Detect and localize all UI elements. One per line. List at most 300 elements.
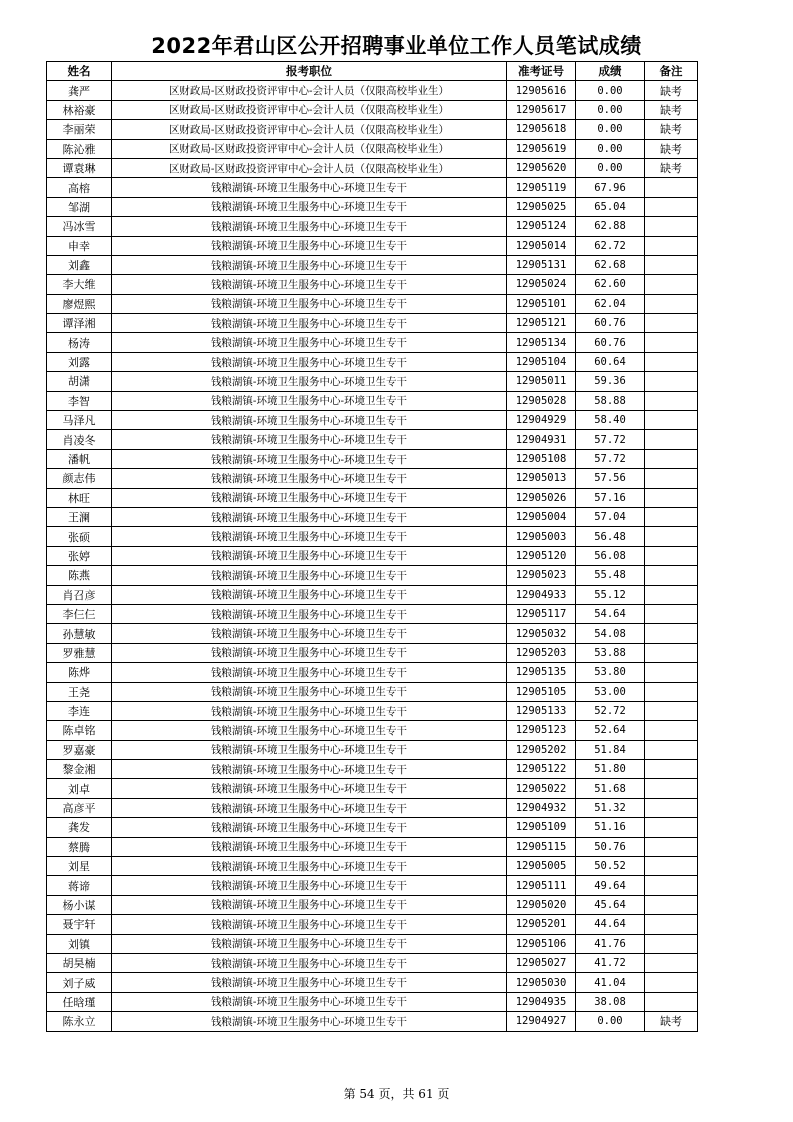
cell-score: 65.04	[576, 197, 645, 216]
table-row	[47, 178, 698, 197]
cell-position: 钱粮湖镇-环境卫生服务中心-环境卫生专干	[112, 721, 507, 740]
cell-remark	[645, 372, 698, 391]
cell-position: 钱粮湖镇-环境卫生服务中心-环境卫生专干	[112, 953, 507, 972]
cell-position: 区财政局-区财政投资评审中心-会计人员（仅限高校毕业生）	[112, 158, 507, 177]
cell-exam-id: 12905011	[507, 372, 576, 391]
cell-exam-id: 12905616	[507, 81, 576, 100]
header-exam-id: 准考证号	[507, 62, 576, 81]
cell-score: 57.16	[576, 488, 645, 507]
cell-name: 刘鑫	[47, 255, 112, 274]
cell-remark: 缺考	[645, 158, 698, 177]
cell-exam-id: 12905022	[507, 779, 576, 798]
table-row	[47, 411, 698, 430]
cell-name: 陈卓铭	[47, 721, 112, 740]
cell-name: 潘帆	[47, 449, 112, 468]
cell-remark	[645, 604, 698, 623]
cell-name: 李智	[47, 391, 112, 410]
cell-position: 钱粮湖镇-环境卫生服务中心-环境卫生专干	[112, 449, 507, 468]
cell-exam-id: 12904927	[507, 1012, 576, 1031]
cell-score: 56.08	[576, 546, 645, 565]
cell-score: 58.40	[576, 411, 645, 430]
cell-exam-id: 12905135	[507, 663, 576, 682]
cell-score: 0.00	[576, 81, 645, 100]
cell-exam-id: 12905023	[507, 566, 576, 585]
table-row	[47, 585, 698, 604]
cell-score: 41.04	[576, 973, 645, 992]
cell-name: 李连	[47, 701, 112, 720]
cell-exam-id: 12905030	[507, 973, 576, 992]
cell-position: 钱粮湖镇-环境卫生服务中心-环境卫生专干	[112, 197, 507, 216]
table-row	[47, 760, 698, 779]
cell-remark	[645, 430, 698, 449]
cell-name: 罗雅慧	[47, 643, 112, 662]
table-row	[47, 197, 698, 216]
table-row	[47, 895, 698, 914]
cell-remark	[645, 934, 698, 953]
cell-score: 57.04	[576, 507, 645, 526]
table-row	[47, 915, 698, 934]
cell-position: 钱粮湖镇-环境卫生服务中心-环境卫生专干	[112, 818, 507, 837]
cell-name: 申幸	[47, 236, 112, 255]
cell-exam-id: 12905203	[507, 643, 576, 662]
cell-name: 刘镇	[47, 934, 112, 953]
cell-remark	[645, 333, 698, 352]
cell-score: 62.68	[576, 255, 645, 274]
cell-exam-id: 12905124	[507, 217, 576, 236]
cell-position: 钱粮湖镇-环境卫生服务中心-环境卫生专干	[112, 352, 507, 371]
table-row	[47, 372, 698, 391]
cell-exam-id: 12905202	[507, 740, 576, 759]
cell-position: 钱粮湖镇-环境卫生服务中心-环境卫生专干	[112, 876, 507, 895]
cell-position: 钱粮湖镇-环境卫生服务中心-环境卫生专干	[112, 915, 507, 934]
cell-position: 钱粮湖镇-环境卫生服务中心-环境卫生专干	[112, 372, 507, 391]
cell-remark	[645, 721, 698, 740]
cell-name: 聂宇轩	[47, 915, 112, 934]
cell-name: 陈沁雅	[47, 139, 112, 158]
table-row	[47, 527, 698, 546]
cell-position: 钱粮湖镇-环境卫生服务中心-环境卫生专干	[112, 488, 507, 507]
cell-position: 钱粮湖镇-环境卫生服务中心-环境卫生专干	[112, 217, 507, 236]
cell-name: 颜志伟	[47, 469, 112, 488]
cell-score: 67.96	[576, 178, 645, 197]
table-row	[47, 294, 698, 313]
cell-name: 李仨仨	[47, 604, 112, 623]
table-row	[47, 391, 698, 410]
cell-score: 50.52	[576, 857, 645, 876]
cell-position: 钱粮湖镇-环境卫生服务中心-环境卫生专干	[112, 411, 507, 430]
cell-exam-id: 12905013	[507, 469, 576, 488]
cell-exam-id: 12904929	[507, 411, 576, 430]
cell-score: 54.08	[576, 624, 645, 643]
table-row	[47, 488, 698, 507]
cell-exam-id: 12905134	[507, 333, 576, 352]
cell-remark	[645, 779, 698, 798]
cell-position: 钱粮湖镇-环境卫生服务中心-环境卫生专干	[112, 701, 507, 720]
table-row	[47, 275, 698, 294]
cell-remark	[645, 663, 698, 682]
cell-exam-id: 12905101	[507, 294, 576, 313]
table-body	[47, 81, 698, 1031]
cell-remark	[645, 546, 698, 565]
cell-score: 51.16	[576, 818, 645, 837]
cell-exam-id: 12905028	[507, 391, 576, 410]
table-row	[47, 449, 698, 468]
cell-remark: 缺考	[645, 1012, 698, 1031]
table-row	[47, 721, 698, 740]
cell-remark: 缺考	[645, 120, 698, 139]
cell-position: 钱粮湖镇-环境卫生服务中心-环境卫生专干	[112, 469, 507, 488]
table-row	[47, 139, 698, 158]
cell-remark	[645, 837, 698, 856]
table-row	[47, 857, 698, 876]
cell-name: 刘子威	[47, 973, 112, 992]
cell-position: 钱粮湖镇-环境卫生服务中心-环境卫生专干	[112, 779, 507, 798]
cell-name: 刘星	[47, 857, 112, 876]
cell-exam-id: 12905123	[507, 721, 576, 740]
cell-remark	[645, 624, 698, 643]
table-row	[47, 217, 698, 236]
cell-position: 钱粮湖镇-环境卫生服务中心-环境卫生专干	[112, 837, 507, 856]
cell-remark: 缺考	[645, 139, 698, 158]
table-row	[47, 333, 698, 352]
cell-score: 0.00	[576, 1012, 645, 1031]
cell-remark	[645, 527, 698, 546]
cell-name: 陈烨	[47, 663, 112, 682]
table-row	[47, 973, 698, 992]
cell-name: 罗嘉豪	[47, 740, 112, 759]
table-row	[47, 507, 698, 526]
cell-exam-id: 12905620	[507, 158, 576, 177]
cell-name: 王尧	[47, 682, 112, 701]
cell-position: 钱粮湖镇-环境卫生服务中心-环境卫生专干	[112, 857, 507, 876]
cell-score: 0.00	[576, 158, 645, 177]
header-remark: 备注	[645, 62, 698, 81]
cell-exam-id: 12905020	[507, 895, 576, 914]
cell-exam-id: 12905120	[507, 546, 576, 565]
cell-remark	[645, 352, 698, 371]
cell-remark	[645, 314, 698, 333]
cell-position: 区财政局-区财政投资评审中心-会计人员（仅限高校毕业生）	[112, 100, 507, 119]
cell-exam-id: 12905014	[507, 236, 576, 255]
cell-exam-id: 12905618	[507, 120, 576, 139]
cell-name: 邹湖	[47, 197, 112, 216]
cell-position: 钱粮湖镇-环境卫生服务中心-环境卫生专干	[112, 624, 507, 643]
cell-position: 钱粮湖镇-环境卫生服务中心-环境卫生专干	[112, 895, 507, 914]
cell-position: 钱粮湖镇-环境卫生服务中心-环境卫生专干	[112, 585, 507, 604]
cell-score: 53.88	[576, 643, 645, 662]
cell-score: 53.80	[576, 663, 645, 682]
cell-remark	[645, 507, 698, 526]
cell-position: 钱粮湖镇-环境卫生服务中心-环境卫生专干	[112, 682, 507, 701]
table-row	[47, 682, 698, 701]
cell-remark	[645, 992, 698, 1011]
cell-exam-id: 12905106	[507, 934, 576, 953]
cell-exam-id: 12905111	[507, 876, 576, 895]
table-row	[47, 604, 698, 623]
cell-remark: 缺考	[645, 100, 698, 119]
cell-remark	[645, 682, 698, 701]
cell-score: 62.88	[576, 217, 645, 236]
table-row	[47, 818, 698, 837]
cell-score: 51.84	[576, 740, 645, 759]
cell-name: 龚发	[47, 818, 112, 837]
cell-remark	[645, 255, 698, 274]
score-table	[46, 61, 698, 1032]
cell-remark	[645, 643, 698, 662]
cell-position: 区财政局-区财政投资评审中心-会计人员（仅限高校毕业生）	[112, 139, 507, 158]
cell-exam-id: 12905117	[507, 604, 576, 623]
table-row	[47, 1012, 698, 1031]
cell-remark	[645, 585, 698, 604]
cell-score: 56.48	[576, 527, 645, 546]
cell-name: 冯冰雪	[47, 217, 112, 236]
cell-name: 高榕	[47, 178, 112, 197]
table-header-row	[47, 62, 698, 81]
cell-name: 廖煜熙	[47, 294, 112, 313]
cell-position: 区财政局-区财政投资评审中心-会计人员（仅限高校毕业生）	[112, 81, 507, 100]
cell-remark	[645, 973, 698, 992]
cell-score: 51.80	[576, 760, 645, 779]
table-row	[47, 837, 698, 856]
cell-score: 41.76	[576, 934, 645, 953]
cell-exam-id: 12905003	[507, 527, 576, 546]
cell-position: 钱粮湖镇-环境卫生服务中心-环境卫生专干	[112, 236, 507, 255]
table-row	[47, 120, 698, 139]
cell-score: 0.00	[576, 100, 645, 119]
cell-exam-id: 12904933	[507, 585, 576, 604]
cell-remark	[645, 895, 698, 914]
cell-exam-id: 12905201	[507, 915, 576, 934]
cell-position: 钱粮湖镇-环境卫生服务中心-环境卫生专干	[112, 740, 507, 759]
cell-remark: 缺考	[645, 81, 698, 100]
cell-name: 刘露	[47, 352, 112, 371]
cell-position: 钱粮湖镇-环境卫生服务中心-环境卫生专干	[112, 566, 507, 585]
table-row	[47, 81, 698, 100]
cell-position: 钱粮湖镇-环境卫生服务中心-环境卫生专干	[112, 294, 507, 313]
cell-name: 李大维	[47, 275, 112, 294]
cell-name: 杨小谋	[47, 895, 112, 914]
cell-score: 50.76	[576, 837, 645, 856]
cell-name: 张婷	[47, 546, 112, 565]
cell-name: 林裕豪	[47, 100, 112, 119]
cell-name: 高彦平	[47, 798, 112, 817]
cell-position: 钱粮湖镇-环境卫生服务中心-环境卫生专干	[112, 178, 507, 197]
cell-exam-id: 12905131	[507, 255, 576, 274]
cell-score: 45.64	[576, 895, 645, 914]
table-row	[47, 236, 698, 255]
table-row	[47, 430, 698, 449]
cell-score: 44.64	[576, 915, 645, 934]
cell-score: 38.08	[576, 992, 645, 1011]
cell-name: 马泽凡	[47, 411, 112, 430]
cell-remark	[645, 701, 698, 720]
cell-name: 胡潇	[47, 372, 112, 391]
cell-exam-id: 12905108	[507, 449, 576, 468]
header-score: 成绩	[576, 62, 645, 81]
cell-remark	[645, 953, 698, 972]
cell-position: 钱粮湖镇-环境卫生服务中心-环境卫生专干	[112, 430, 507, 449]
cell-exam-id: 12905005	[507, 857, 576, 876]
table-row	[47, 352, 698, 371]
cell-remark	[645, 294, 698, 313]
cell-score: 55.12	[576, 585, 645, 604]
table-row	[47, 740, 698, 759]
cell-name: 黎金湘	[47, 760, 112, 779]
cell-score: 0.00	[576, 120, 645, 139]
cell-score: 57.56	[576, 469, 645, 488]
cell-remark	[645, 469, 698, 488]
cell-remark	[645, 236, 698, 255]
cell-name: 林旺	[47, 488, 112, 507]
cell-exam-id: 12905104	[507, 352, 576, 371]
cell-position: 钱粮湖镇-环境卫生服务中心-环境卫生专干	[112, 973, 507, 992]
cell-position: 钱粮湖镇-环境卫生服务中心-环境卫生专干	[112, 760, 507, 779]
cell-remark	[645, 915, 698, 934]
table-row	[47, 566, 698, 585]
cell-score: 52.64	[576, 721, 645, 740]
table-row	[47, 798, 698, 817]
table-row	[47, 624, 698, 643]
cell-position: 钱粮湖镇-环境卫生服务中心-环境卫生专干	[112, 391, 507, 410]
cell-position: 钱粮湖镇-环境卫生服务中心-环境卫生专干	[112, 546, 507, 565]
table-row	[47, 255, 698, 274]
table-row	[47, 158, 698, 177]
cell-name: 刘卓	[47, 779, 112, 798]
page-footer: 第 54 页，共 61 页	[343, 1087, 450, 1101]
cell-name: 任晗瑾	[47, 992, 112, 1011]
cell-score: 60.76	[576, 314, 645, 333]
table-row	[47, 779, 698, 798]
cell-position: 钱粮湖镇-环境卫生服务中心-环境卫生专干	[112, 604, 507, 623]
cell-remark	[645, 488, 698, 507]
cell-score: 58.88	[576, 391, 645, 410]
header-position: 报考职位	[112, 62, 507, 81]
cell-position: 钱粮湖镇-环境卫生服务中心-环境卫生专干	[112, 507, 507, 526]
cell-exam-id: 12905617	[507, 100, 576, 119]
cell-score: 60.76	[576, 333, 645, 352]
cell-score: 52.72	[576, 701, 645, 720]
cell-exam-id: 12905024	[507, 275, 576, 294]
table-row	[47, 953, 698, 972]
cell-position: 钱粮湖镇-环境卫生服务中心-环境卫生专干	[112, 798, 507, 817]
table-row	[47, 934, 698, 953]
cell-exam-id: 12905122	[507, 760, 576, 779]
cell-score: 62.72	[576, 236, 645, 255]
cell-remark	[645, 178, 698, 197]
page-title: 2022年君山区公开招聘事业单位工作人员笔试成绩	[151, 34, 642, 58]
cell-name: 蔡腾	[47, 837, 112, 856]
cell-position: 区财政局-区财政投资评审中心-会计人员（仅限高校毕业生）	[112, 120, 507, 139]
cell-name: 肖召彦	[47, 585, 112, 604]
cell-score: 53.00	[576, 682, 645, 701]
cell-name: 胡昊楠	[47, 953, 112, 972]
cell-score: 59.36	[576, 372, 645, 391]
cell-exam-id: 12905133	[507, 701, 576, 720]
cell-remark	[645, 197, 698, 216]
cell-name: 龚严	[47, 81, 112, 100]
cell-name: 陈永立	[47, 1012, 112, 1031]
cell-position: 钱粮湖镇-环境卫生服务中心-环境卫生专干	[112, 663, 507, 682]
cell-name: 谭泽湘	[47, 314, 112, 333]
cell-score: 60.64	[576, 352, 645, 371]
table-row	[47, 992, 698, 1011]
cell-name: 王澜	[47, 507, 112, 526]
cell-remark	[645, 391, 698, 410]
cell-score: 41.72	[576, 953, 645, 972]
cell-remark	[645, 275, 698, 294]
cell-remark	[645, 217, 698, 236]
cell-exam-id: 12905619	[507, 139, 576, 158]
header-name: 姓名	[47, 62, 112, 81]
cell-exam-id: 12905026	[507, 488, 576, 507]
cell-remark	[645, 798, 698, 817]
cell-name: 李丽荣	[47, 120, 112, 139]
cell-score: 51.32	[576, 798, 645, 817]
cell-name: 陈燕	[47, 566, 112, 585]
cell-exam-id: 12904935	[507, 992, 576, 1011]
cell-remark	[645, 449, 698, 468]
cell-exam-id: 12905115	[507, 837, 576, 856]
cell-exam-id: 12905025	[507, 197, 576, 216]
cell-name: 肖凌冬	[47, 430, 112, 449]
cell-remark	[645, 876, 698, 895]
table-row	[47, 876, 698, 895]
cell-exam-id: 12904931	[507, 430, 576, 449]
cell-score: 57.72	[576, 449, 645, 468]
cell-score: 62.60	[576, 275, 645, 294]
cell-position: 钱粮湖镇-环境卫生服务中心-环境卫生专干	[112, 527, 507, 546]
cell-exam-id: 12905121	[507, 314, 576, 333]
cell-name: 杨涛	[47, 333, 112, 352]
table-row	[47, 663, 698, 682]
cell-score: 62.04	[576, 294, 645, 313]
cell-remark	[645, 857, 698, 876]
cell-exam-id: 12904932	[507, 798, 576, 817]
table-row	[47, 643, 698, 662]
cell-remark	[645, 760, 698, 779]
cell-position: 钱粮湖镇-环境卫生服务中心-环境卫生专干	[112, 934, 507, 953]
cell-exam-id: 12905027	[507, 953, 576, 972]
cell-position: 钱粮湖镇-环境卫生服务中心-环境卫生专干	[112, 992, 507, 1011]
cell-exam-id: 12905109	[507, 818, 576, 837]
cell-score: 54.64	[576, 604, 645, 623]
cell-name: 蒋谛	[47, 876, 112, 895]
cell-name: 孙慧敏	[47, 624, 112, 643]
table-row	[47, 546, 698, 565]
cell-remark	[645, 566, 698, 585]
cell-remark	[645, 740, 698, 759]
cell-score: 55.48	[576, 566, 645, 585]
cell-name: 张硕	[47, 527, 112, 546]
cell-position: 钱粮湖镇-环境卫生服务中心-环境卫生专干	[112, 275, 507, 294]
cell-exam-id: 12905004	[507, 507, 576, 526]
cell-position: 钱粮湖镇-环境卫生服务中心-环境卫生专干	[112, 333, 507, 352]
cell-position: 钱粮湖镇-环境卫生服务中心-环境卫生专干	[112, 255, 507, 274]
cell-score: 57.72	[576, 430, 645, 449]
table-row	[47, 469, 698, 488]
cell-exam-id: 12905032	[507, 624, 576, 643]
cell-exam-id: 12905105	[507, 682, 576, 701]
cell-remark	[645, 411, 698, 430]
cell-remark	[645, 818, 698, 837]
cell-score: 49.64	[576, 876, 645, 895]
cell-position: 钱粮湖镇-环境卫生服务中心-环境卫生专干	[112, 314, 507, 333]
cell-score: 51.68	[576, 779, 645, 798]
table-row	[47, 314, 698, 333]
cell-position: 钱粮湖镇-环境卫生服务中心-环境卫生专干	[112, 643, 507, 662]
cell-score: 0.00	[576, 139, 645, 158]
cell-name: 谭袁琳	[47, 158, 112, 177]
